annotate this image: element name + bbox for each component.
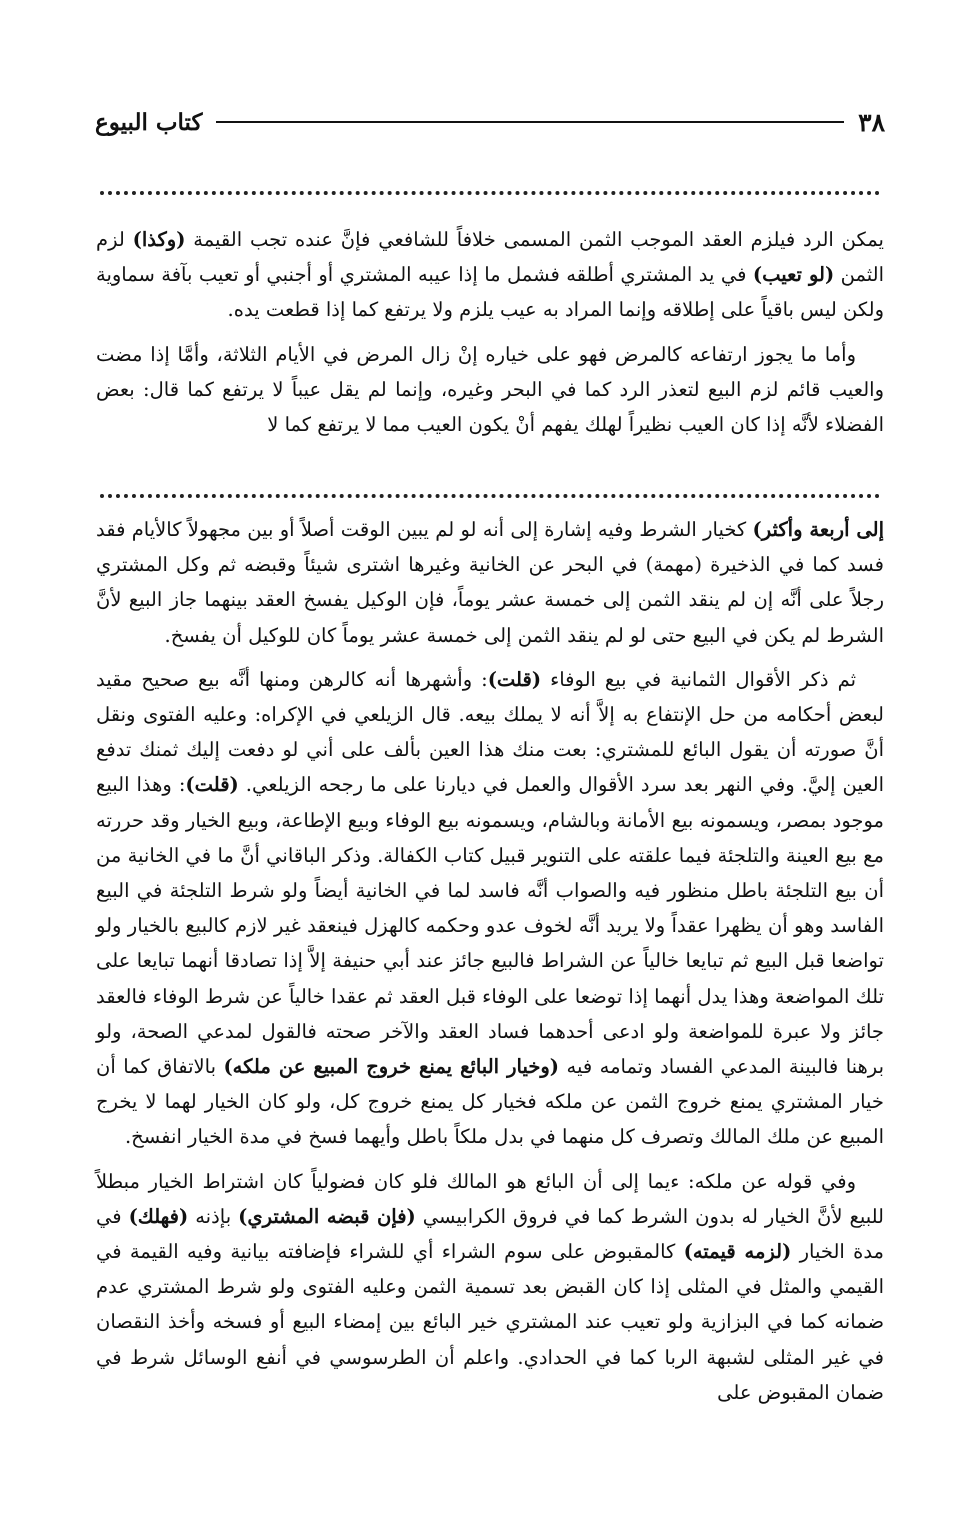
- bold-phrase: (فإن قبضه المشتري): [238, 1204, 416, 1228]
- text-section-2: [96, 512, 884, 1419]
- bold-phrase: (قلت): [487, 667, 542, 691]
- bold-phrase: (فهلك): [128, 1204, 189, 1228]
- bold-phrase: (لزمه قيمته): [683, 1240, 792, 1264]
- page-number: ٣٨: [858, 107, 885, 137]
- bold-phrase: (لو تعيب): [752, 263, 835, 287]
- bold-phrase: (وخيار البائع يمنع خروج المبيع عن ملكه): [223, 1055, 560, 1079]
- paragraph: إلى أربعة وأكثر) كخيار الشرط وفيه إشارة إلى أنه لو لم يبين الوقت أصلاً أو بين مجهولاً كالأيام فقد فسد كما في الذخيرة (مهمة) في البحر عن الخانية وغيرها اشترى شيئاً وقبضه ثم وكل المشتري رجلاً على أنَّه إن لم ينقد الثمن إلى خمسة عشر يوماً، فإن الوكيل يفسخ العقد بينهما جاز البيع لأنَّ الشرط لم يكن في البيع حتى لو لم ينقد الثمن إلى خمسة عشر يوماً كان للوكيل أن يفسخ.: [96, 518, 884, 647]
- paragraph: وأما ما يجوز ارتفاعه كالمرض فهو على خياره إنْ زال المرض في الأيام الثلاثة، وأمَّا إذا مضت والعيب قائم لزم البيع لتعذر الرد كما في البحر وغيره، وإنما لم يقل عيباً لا يرتفع كما قال: بعض الفضلاء لأنَّه إذا كان العيب نظيراً لهلك يفهم أنْ يكون العيب مما لا يرتفع كما لا: [96, 342, 884, 437]
- text-section-1: [96, 222, 884, 451]
- paragraph: ثم ذكر الأقوال الثمانية في بيع الوفاء (قلت): وأشهرها أنه كالرهن ومنها أنَّه بيع صحيح مقيد لبعض أحكامه من حل الإنتفاع به إلاَّ أنه لا يملك بيعه. قال الزيلعي في الإكراه: وعليه الفتوى ونقل أنَّ صورته أن يقول البائع للمشتري: بعت منك هذا العين بألف على أني لو دفعت إليك ثمنك تدفع العين إليَّ. وفي النهر بعد سرد الأقوال والعمل في ديارنا على ما رجحه الزيلعي. (قلت): وهذا البيع موجود بمصر، ويسمونه بيع الأمانة وبالشام، ويسمونه بيع الوفاء وبيع الإطاعة، وبيع الخيار وقد حررته مع بيع العينة والتلجئة فيما علقته على التنوير قبيل كتاب الكفالة. وذكر الباقاني أنَّ ما في الخانية من أن بيع التلجئة باطل منظور فيه والصواب أنَّه فاسد لما في الخانية أيضاً ولو شرط التلجئة في البيع الفاسد وهو أن يظهرا عقداً ولا يريد أنَّه لخوف عدو وحكمه كالهزل فينعقد غير لازم كالبيع بالخيار ولو تواضعا قبل البيع ثم تبايعا خالياً عن الشراط فالبيع جائز عند أبي حنيفة إلاَّ إذا تصادقا أنهما تبايعا على تلك المواضعة وهذا يدل أنهما إذا توضعا على الوفاء قبل العقد ثم عقدا خالياً عن شرط الوفاء فالعقد جائز ولا عبرة للمواضعة ولو ادعى أحدهما فساد العقد والآخر صحته فالقول لمدعي الصحة، ولو برهنا فالبينة المدعي الفساد وتمامه فيه (وخيار البائع يمنع خروج المبيع عن ملكه) بالاتفاق كما أن خيار المشتري يمنع خروج الثمن عن ملكه فخيار كل يمنع خروج كل، ولو كان الخيار لهما لا يخرج المبيع عن ملك المالك وتصرف كل منهما في بدل ملكاً باطل وأيهما فسخ في مدة الخيار انفسخ.: [96, 667, 884, 1149]
- dotted-separator-middle: [100, 494, 880, 498]
- bold-phrase: (قلت): [185, 773, 239, 797]
- bold-phrase: (وكذا): [132, 228, 186, 251]
- header-rule: [216, 121, 844, 123]
- bold-phrase: إلى أربعة وأكثر): [752, 518, 884, 541]
- dotted-separator-top: [100, 191, 880, 195]
- paragraph: يمكن الرد فيلزم العقد الموجب الثمن المسمى خلافاً للشافعي فإنَّ عنده تجب القيمة (وكذا) لزم الثمن (لو تعيب) في يد المشتري أطلقه فشمل ما إذا عيبه المشتري أو أجنبي أو تعيب بآفة سماوية ولكن ليس باقياً على إطلاقه وإنما المراد به عيب يلزم ولا يرتفع كما إذا قطعت يده.: [96, 228, 884, 322]
- running-head: [95, 100, 885, 144]
- book-title: كتاب البيوع: [95, 108, 203, 136]
- paragraph: وفي قوله عن ملكه: ءيما إلى أن البائع هو المالك فلو كان فضولياً كان اشتراط الخيار مبطلاً للبيع لأنَّ الخيار له بدون الشرط كما في فروق الكرابيسي (فإن قبضه المشتري) بإذنه (فهلك) في مدة الخيار (لزمه قيمته) كالمقبوض على سوم الشراء أي للشراء فإضافته بيانية وفيه القيمة في القيمي والمثل في المثلى إذا كان القبض بعد تسمية الثمن وعليه الفتوى ولو شرط المشتري عدم ضمانه كما في البزازية ولو تعيب عند المشتري خير البائع بين إمضاء البيع أو فسخه وأخذ النقصان في غير المثلى لشبهة الربا كما في الحدادي. واعلم أن الطرسوسي في أنفع الوسائل شرط في ضمان المقبوض على: [96, 1169, 885, 1404]
